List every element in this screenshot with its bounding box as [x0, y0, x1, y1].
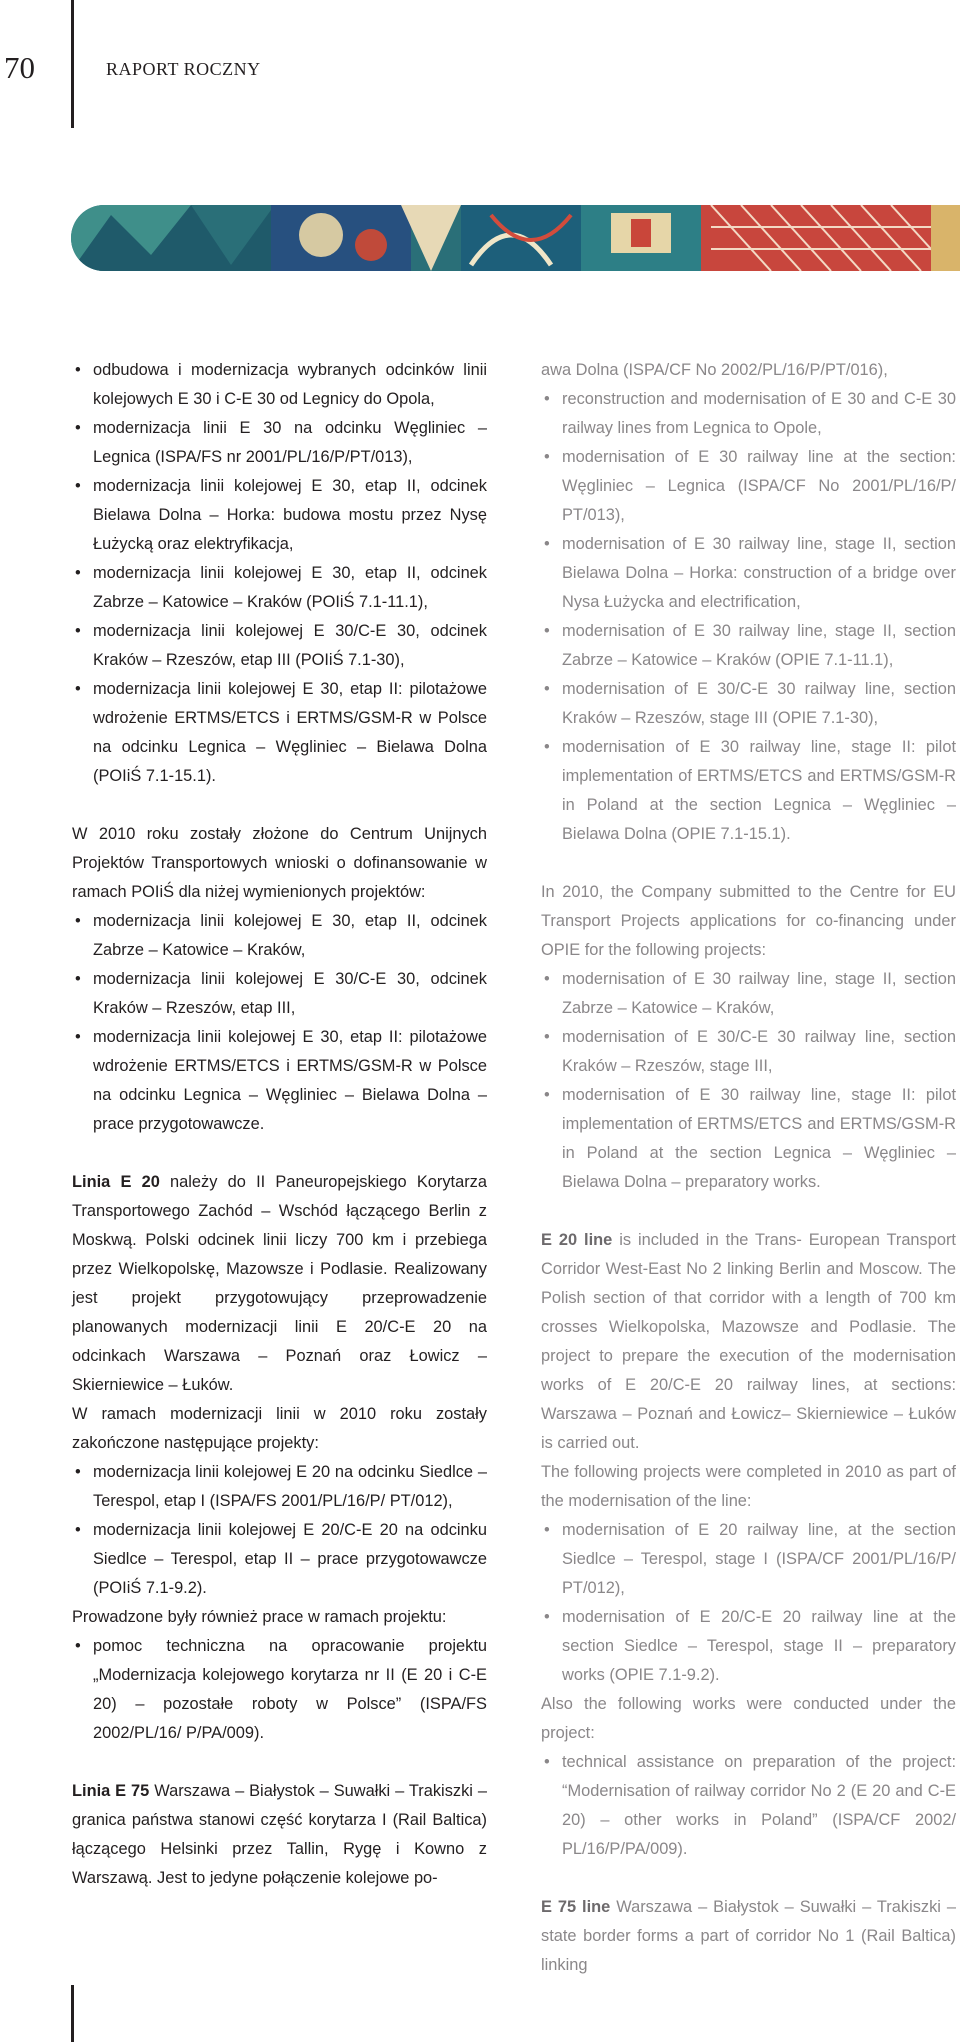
list-item: • modernizacja linii kolejowej E 30, etap II, odcinek Zabrze – Katowice – Kraków,	[72, 907, 487, 965]
polish-column	[72, 356, 487, 1893]
en-project-list-3	[541, 1516, 956, 1690]
footer-vertical-rule	[71, 1985, 74, 2042]
en-e75-paragraph	[541, 1893, 956, 1980]
list-item: • modernisation of E 30 railway line, stage II: pilot implementation of ERTMS/ETCS and ERTMS/GSM-R in Poland at the section Legnica – Węgliniec – Bielawa Dolna (OPIE 7.1-15.1).	[541, 733, 956, 849]
en-e20-heading: E 20 line	[541, 1231, 613, 1249]
en-project-list-2	[541, 965, 956, 1197]
pl-project-list-4	[72, 1632, 487, 1748]
list-item: • modernizacja linii kolejowej E 20/C-E 20 na odcinku Siedlce – Terespol, etap II – prace przygotowawcze (POIiŚ 7.1-9.2).	[72, 1516, 487, 1603]
pl-e20-paragraph	[72, 1168, 487, 1400]
header-vertical-rule	[71, 0, 74, 128]
en-e20-text: is included in the Trans- European Transport Corridor West-East No 2 linking Berlin and Moscow. The Polish section of that corridor with a length of 700 km crosses Wielkopolska, Mazowsze and Podlasie. The project to prepare the execution of the modernisation works of E 20/C-E 20 railway lines, at sections: Warszawa – Poznań and Łowicz– Skierniewice – Łuków is carried out.	[541, 1231, 956, 1452]
pl-applications-paragraph: W 2010 roku zostały złożone do Centrum Unijnych Projektów Transportowych wnioski o dofinansowanie w ramach POIiŚ dla niżej wymienionych projektów:	[72, 825, 487, 901]
list-item: • reconstruction and modernisation of E 30 and C-E 30 railway lines from Legnica to Opole,	[541, 385, 956, 443]
list-item: • modernisation of E 30 railway line, stage II, section Zabrze – Katowice – Kraków,	[541, 965, 956, 1023]
list-item: • modernisation of E 30 railway line at the section: Węgliniec – Legnica (ISPA/CF No 2001/PL/16/P/ PT/013),	[541, 443, 956, 530]
list-item: • modernisation of E 30/C-E 30 railway line, section Kraków – Rzeszów, stage III (OPIE 7.1-30),	[541, 675, 956, 733]
list-item: • modernizacja linii E 30 na odcinku Węgliniec – Legnica (ISPA/FS nr 2001/PL/16/P/PT/013),	[72, 414, 487, 472]
en-e20-paragraph	[541, 1226, 956, 1458]
list-item: • modernisation of E 30 railway line, stage II: pilot implementation of ERTMS/ETCS and ERTMS/GSM-R in Poland at the section Legnica – Węgliniec – Bielawa Dolna – preparatory works.	[541, 1081, 956, 1197]
list-item: • modernisation of E 20/C-E 20 railway line at the section Siedlce – Terespol, stage II – preparatory works (OPIE 7.1-9.2).	[541, 1603, 956, 1690]
page-number: 70	[4, 50, 35, 85]
list-item: • modernisation of E 30/C-E 30 railway line, section Kraków – Rzeszów, stage III,	[541, 1023, 956, 1081]
decorative-banner-image	[71, 205, 960, 271]
pl-project-list-1	[72, 356, 487, 791]
en-e20-also: Also the following works were conducted under the project:	[541, 1695, 956, 1742]
list-item: • technical assistance on preparation of the project: “Modernisation of railway corridor No 2 (E 20 and C-E 20) – other works in Poland” (ISPA/CF 2002/ PL/16/P/PA/009).	[541, 1748, 956, 1864]
list-item: • odbudowa i modernizacja wybranych odcinków linii kolejowych E 30 i C-E 30 od Legnicy do Opola,	[72, 356, 487, 414]
list-item: • modernisation of E 30 railway line, stage II, section Bielawa Dolna – Horka: construction of a bridge over Nysa Łużycka and electrification,	[541, 530, 956, 617]
running-title: RAPORT ROCZNY	[106, 59, 261, 79]
pl-e20-heading: Linia E 20	[72, 1173, 160, 1191]
list-item: • modernizacja linii kolejowej E 30, etap II, odcinek Zabrze – Katowice – Kraków (POIiŚ 7.1-11.1),	[72, 559, 487, 617]
pl-e20-text: należy do II Paneuropejskiego Korytarza Transportowego Zachód – Wschód łączącego Berlin z Moskwą. Polski odcinek linii liczy 700 km i przebiega przez Wielkopolskę, Mazowsze i Podlasie. Realizowany jest projekt przygotowujący przeprowadzenie planowanych modernizacji linii E 20/C-E 20 na odcinkach Warszawa – Poznań oraz Łowicz – Skierniewice – Łuków.	[72, 1173, 487, 1394]
pl-e20-also: Prowadzone były również prace w ramach projektu:	[72, 1608, 447, 1626]
list-item: • modernizacja linii kolejowej E 20 na odcinku Siedlce – Terespol, etap I (ISPA/FS 2001/PL/16/P/ PT/012),	[72, 1458, 487, 1516]
en-project-list-1	[541, 385, 956, 849]
list-item: • modernisation of E 20 railway line, at the section Siedlce – Terespol, stage I (ISPA/CF 2001/PL/16/P/ PT/012),	[541, 1516, 956, 1603]
list-item: • modernizacja linii kolejowej E 30/C-E 30, odcinek Kraków – Rzeszów, etap III (POIiŚ 7.1-30),	[72, 617, 487, 675]
en-project-list-4	[541, 1748, 956, 1864]
list-item: • modernizacja linii kolejowej E 30, etap II, odcinek Bielawa Dolna – Horka: budowa mostu przez Nysę Łużycką oraz elektryfikacja,	[72, 472, 487, 559]
pl-project-list-3	[72, 1458, 487, 1603]
pl-e20-completed: W ramach modernizacji linii w 2010 roku zostały zakończone następujące projekty:	[72, 1405, 487, 1452]
list-item: • modernizacja linii kolejowej E 30, etap II: pilotażowe wdrożenie ERTMS/ETCS i ERTMS/GSM-R w Polsce na odcinku Legnica – Węgliniec – Bielawa Dolna (POIiŚ 7.1-15.1).	[72, 675, 487, 791]
en-continuation: awa Dolna (ISPA/CF No 2002/PL/16/P/PT/016),	[541, 361, 888, 379]
pl-e75-heading: Linia E 75	[72, 1782, 150, 1800]
list-item: • modernizacja linii kolejowej E 30/C-E 30, odcinek Kraków – Rzeszów, etap III,	[72, 965, 487, 1023]
pl-project-list-2	[72, 907, 487, 1139]
en-e20-completed: The following projects were completed in 2010 as part of the modernisation of the line:	[541, 1463, 956, 1510]
en-e75-text: Warszawa – Białystok – Suwałki – Trakiszki – state border forms a part of corridor No 1 (Rail Baltica) linking	[541, 1898, 956, 1974]
english-column	[541, 356, 956, 1980]
list-item: • modernizacja linii kolejowej E 30, etap II: pilotażowe wdrożenie ERTMS/ETCS i ERTMS/GSM-R w Polsce na odcinku Legnica – Węgliniec – Bielawa Dolna – prace przygotowawcze.	[72, 1023, 487, 1139]
pl-e75-paragraph	[72, 1777, 487, 1893]
en-applications-paragraph: In 2010, the Company submitted to the Centre for EU Transport Projects applications for co-financing under OPIE for the following projects:	[541, 883, 956, 959]
list-item: • modernisation of E 30 railway line, stage II, section Zabrze – Katowice – Kraków (OPIE 7.1-11.1),	[541, 617, 956, 675]
en-e75-heading: E 75 line	[541, 1898, 611, 1916]
list-item: • pomoc techniczna na opracowanie projektu „Modernizacja kolejowego korytarza nr II (E 20 i C-E 20) – pozostałe roboty w Polsce” (ISPA/FS 2002/PL/16/ P/PA/009).	[72, 1632, 487, 1748]
pl-e75-text: Warszawa – Białystok – Suwałki – Trakiszki – granica państwa stanowi część korytarza I (Rail Baltica) łączącego Helsinki przez Tallin, Rygę i Kowno z Warszawą. Jest to jedyne połączenie kolejowe po-	[72, 1782, 487, 1887]
